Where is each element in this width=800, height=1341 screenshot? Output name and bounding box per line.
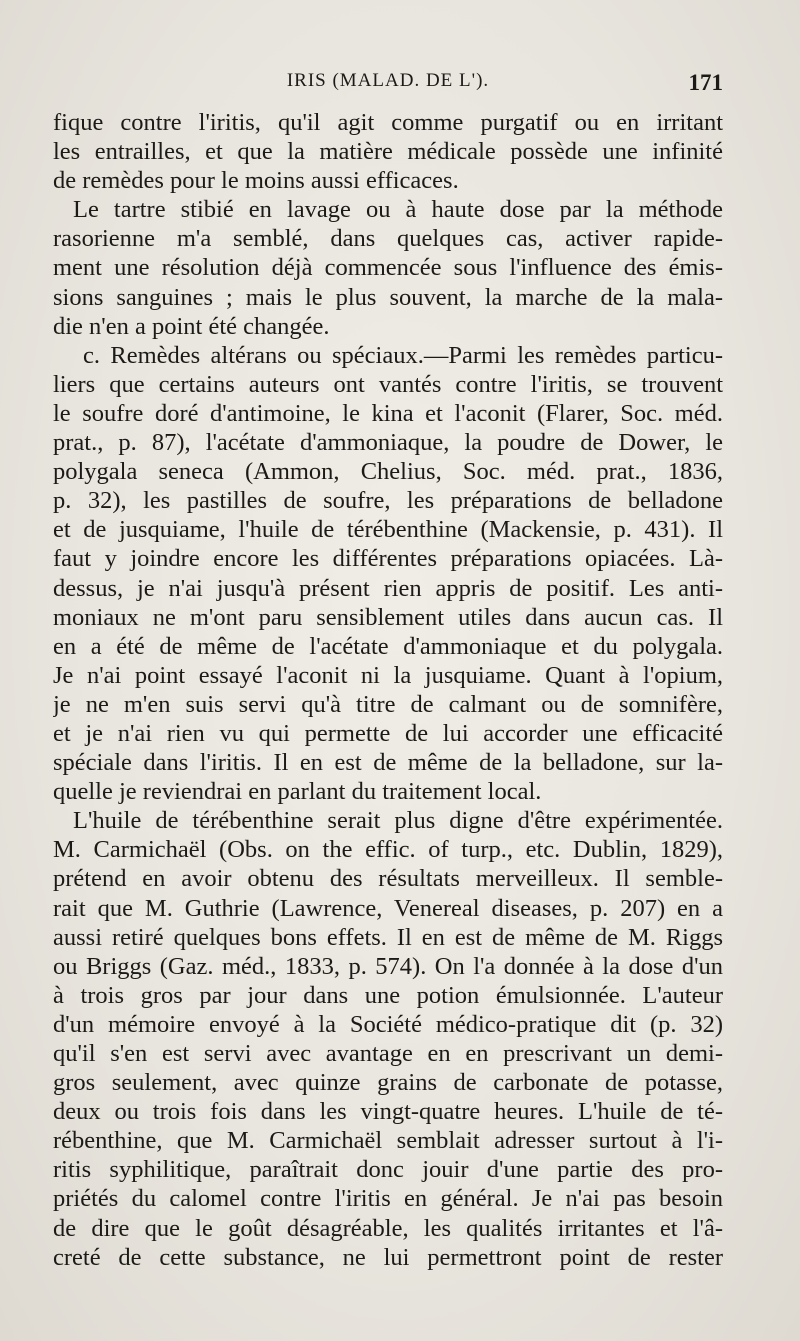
- text-line: L'huile de térébenthine serait plus digne d'être expérimentée.: [73, 807, 723, 835]
- text-line: prat., p. 87), l'acétate d'ammoniaque, la poudre de Dower, le: [53, 429, 723, 457]
- running-head: IRIS (MALAD. DE L').: [286, 70, 490, 91]
- body-text: [53, 108, 723, 1272]
- text-line: die n'en a point été changée.: [53, 312, 330, 340]
- text-line: Je n'ai point essayé l'aconit ni la jusquiame. Quant à l'opium,: [53, 661, 723, 689]
- text-line: et je n'ai rien vu qui permette de lui accorder une efficacité: [53, 719, 723, 747]
- text-line: d'un mémoire envoyé à la Société médico-pratique dit (p. 32): [53, 1010, 723, 1038]
- text-line: gros seulement, avec quinze grains de carbonate de potasse,: [53, 1069, 723, 1097]
- text-line: et de jusquiame, l'huile de térébenthine (Mackensie, p. 431). Il: [53, 516, 723, 544]
- text-line: je ne m'en suis servi qu'à titre de calmant ou de somnifère,: [53, 690, 723, 718]
- page-header: [53, 70, 723, 104]
- text-line: polygala seneca (Ammon, Chelius, Soc. méd. prat., 1836,: [53, 458, 723, 486]
- text-line: prétend en avoir obtenu des résultats merveilleux. Il semble-: [53, 865, 723, 893]
- text-line: deux ou trois fois dans les vingt-quatre heures. L'huile de té-: [53, 1098, 723, 1126]
- text-line: le soufre doré d'antimoine, le kina et l'aconit (Flarer, Soc. méd.: [53, 399, 723, 427]
- text-line: ritis syphilitique, paraîtrait donc jouir d'une partie des pro-: [53, 1156, 723, 1184]
- text-line: ment une résolution déjà commencée sous l'influence des émis-: [53, 254, 723, 282]
- text-line: priétés du calomel contre l'iritis en général. Je n'ai pas besoin: [53, 1185, 723, 1213]
- text-line: les entrailles, et que la matière médicale possède une infinité: [53, 138, 723, 166]
- text-line: rasorienne m'a semblé, dans quelques cas, activer rapide-: [53, 225, 723, 253]
- text-line: spéciale dans l'iritis. Il en est de même de la belladone, sur la-: [53, 749, 723, 777]
- text-line: p. 32), les pastilles de soufre, les préparations de belladone: [53, 487, 723, 515]
- text-line: qu'il s'en est servi avec avantage en en prescrivant un demi-: [53, 1040, 723, 1067]
- text-line: faut y joindre encore les différentes préparations opiacées. Là-: [53, 545, 723, 573]
- text-line: M. Carmichaël (Obs. on the effic. of turp., etc. Dublin, 1829),: [53, 836, 723, 864]
- text-line: en a été de même de l'acétate d'ammoniaque et du polygala.: [53, 632, 723, 660]
- text-line: de dire que le goût désagréable, les qualités irritantes et l'â-: [53, 1214, 723, 1242]
- text-line: aussi retiré quelques bons effets. Il en est de même de M. Riggs: [53, 923, 723, 951]
- text-line: dessus, je n'ai jusqu'à présent rien appris de positif. Les anti-: [53, 574, 723, 602]
- text-line: moniaux ne m'ont paru sensiblement utiles dans aucun cas. Il: [53, 603, 723, 631]
- text-line: creté de cette substance, ne lui permettront point de rester: [53, 1243, 723, 1271]
- text-line: de remèdes pour le moins aussi efficaces.: [53, 167, 459, 195]
- text-line: fique contre l'iritis, qu'il agit comme purgatif ou en irritant: [53, 109, 723, 136]
- text-line: sions sanguines ; mais le plus souvent, la marche de la mala-: [53, 283, 723, 311]
- text-line: Le tartre stibié en lavage ou à haute dose par la méthode: [73, 196, 723, 224]
- text-line: liers que certains auteurs ont vantés contre l'iritis, se trouvent: [53, 370, 723, 398]
- text-line: quelle je reviendrai en parlant du traitement local.: [53, 778, 542, 806]
- text-line: ou Briggs (Gaz. méd., 1833, p. 574). On l'a donnée à la dose d'un: [53, 952, 723, 980]
- text-line: rait que M. Guthrie (Lawrence, Venereal diseases, p. 207) en a: [53, 894, 723, 922]
- text-line: rébenthine, que M. Carmichaël semblait adresser surtout à l'i-: [53, 1127, 723, 1155]
- text-line: à trois gros par jour dans une potion émulsionnée. L'auteur: [53, 981, 723, 1009]
- text-line: c. Remèdes altérans ou spéciaux.—Parmi les remèdes particu-: [83, 341, 723, 369]
- page-number: 171: [688, 70, 723, 95]
